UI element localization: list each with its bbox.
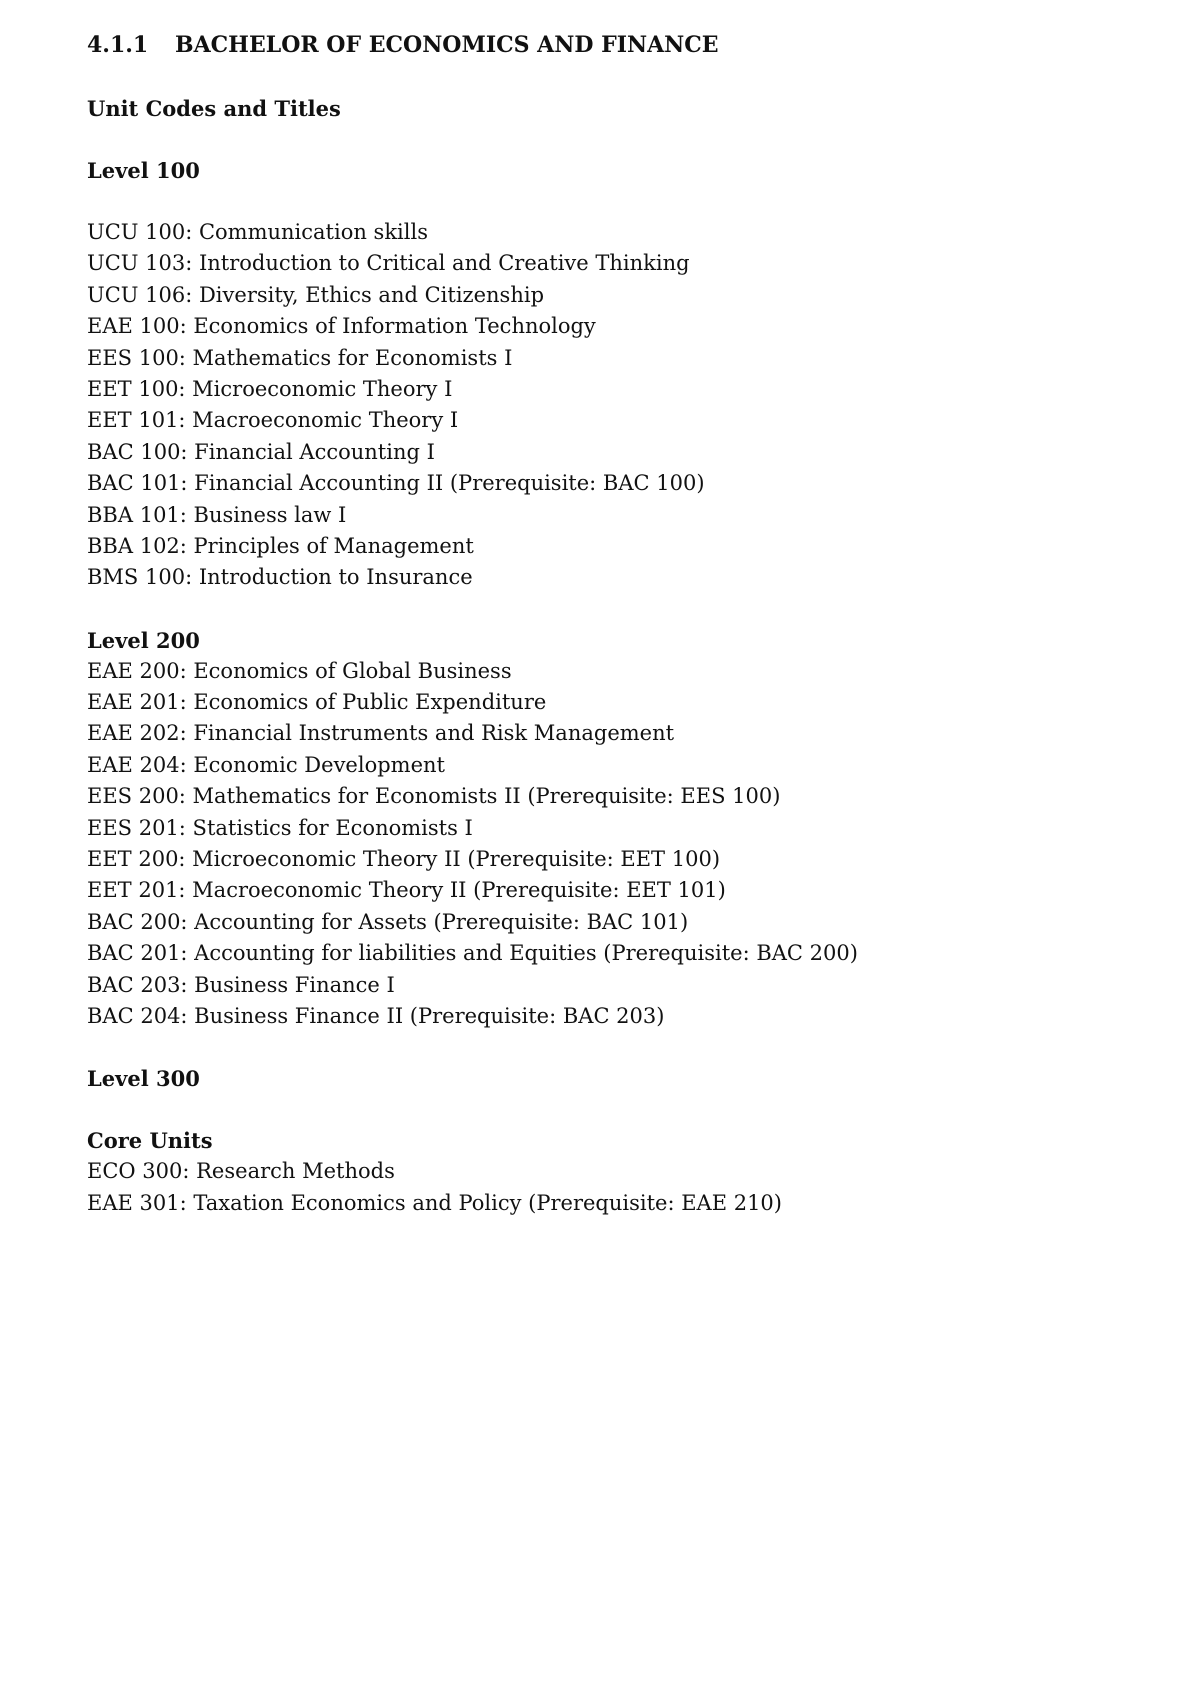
list-item: EAE 202: Financial Instruments and Risk Management bbox=[87, 721, 675, 746]
list-item: EAE 100: Economics of Information Technology bbox=[87, 314, 596, 339]
list-item: BBA 102: Principles of Management bbox=[87, 533, 474, 558]
level-300-core-unit-list bbox=[87, 1156, 1147, 1219]
level-300-heading: Level 300 bbox=[87, 1066, 200, 1092]
list-item: BAC 200: Accounting for Assets (Prerequisite: BAC 101) bbox=[87, 909, 689, 934]
section-number: 4.1.1 bbox=[87, 32, 149, 58]
list-item: EES 100: Mathematics for Economists I bbox=[87, 345, 513, 370]
level-100-heading: Level 100 bbox=[87, 158, 200, 183]
list-item: BAC 203: Business Finance I bbox=[87, 972, 395, 997]
list-item: EAE 204: Economic Development bbox=[87, 752, 445, 777]
list-item: EAE 201: Economics of Public Expenditure bbox=[87, 690, 547, 715]
document-page bbox=[87, 28, 1147, 1219]
list-item: EES 200: Mathematics for Economists II (Prerequisite: EES 100) bbox=[87, 784, 781, 809]
level-200-heading: Level 200 bbox=[87, 627, 200, 653]
list-item: UCU 100: Communication skills bbox=[87, 220, 428, 244]
list-item: BAC 101: Financial Accounting II (Prerequisite: BAC 100) bbox=[87, 471, 705, 496]
list-item: ECO 300: Research Methods bbox=[87, 1159, 395, 1184]
unit-codes-heading: Unit Codes and Titles bbox=[87, 96, 341, 121]
section-heading bbox=[87, 28, 1147, 62]
list-item: UCU 103: Introduction to Critical and Creative Thinking bbox=[87, 251, 690, 276]
section-title: BACHELOR OF ECONOMICS AND FINANCE bbox=[175, 32, 719, 58]
list-item: EAE 200: Economics of Global Business bbox=[87, 658, 512, 683]
list-item: BAC 100: Financial Accounting I bbox=[87, 439, 435, 464]
level-100-unit-list bbox=[87, 217, 1147, 594]
core-units-heading: Core Units bbox=[87, 1128, 213, 1154]
list-item: EET 100: Microeconomic Theory I bbox=[87, 376, 453, 401]
list-item: EET 200: Microeconomic Theory II (Prerequisite: EET 100) bbox=[87, 847, 721, 872]
list-item: EET 101: Macroeconomic Theory I bbox=[87, 408, 459, 433]
list-item: BBA 101: Business law I bbox=[87, 502, 347, 527]
list-item: BAC 201: Accounting for liabilities and Equities (Prerequisite: BAC 200) bbox=[87, 941, 858, 966]
list-item: EAE 301: Taxation Economics and Policy (Prerequisite: EAE 210) bbox=[87, 1190, 782, 1215]
list-item: EET 201: Macroeconomic Theory II (Prerequisite: EET 101) bbox=[87, 878, 726, 903]
list-item: UCU 106: Diversity, Ethics and Citizenship bbox=[87, 282, 545, 307]
list-item: BMS 100: Introduction to Insurance bbox=[87, 565, 473, 590]
level-200-unit-list bbox=[87, 656, 1147, 1033]
list-item: EES 201: Statistics for Economists I bbox=[87, 815, 473, 840]
list-item: BAC 204: Business Finance II (Prerequisite: BAC 203) bbox=[87, 1003, 665, 1028]
